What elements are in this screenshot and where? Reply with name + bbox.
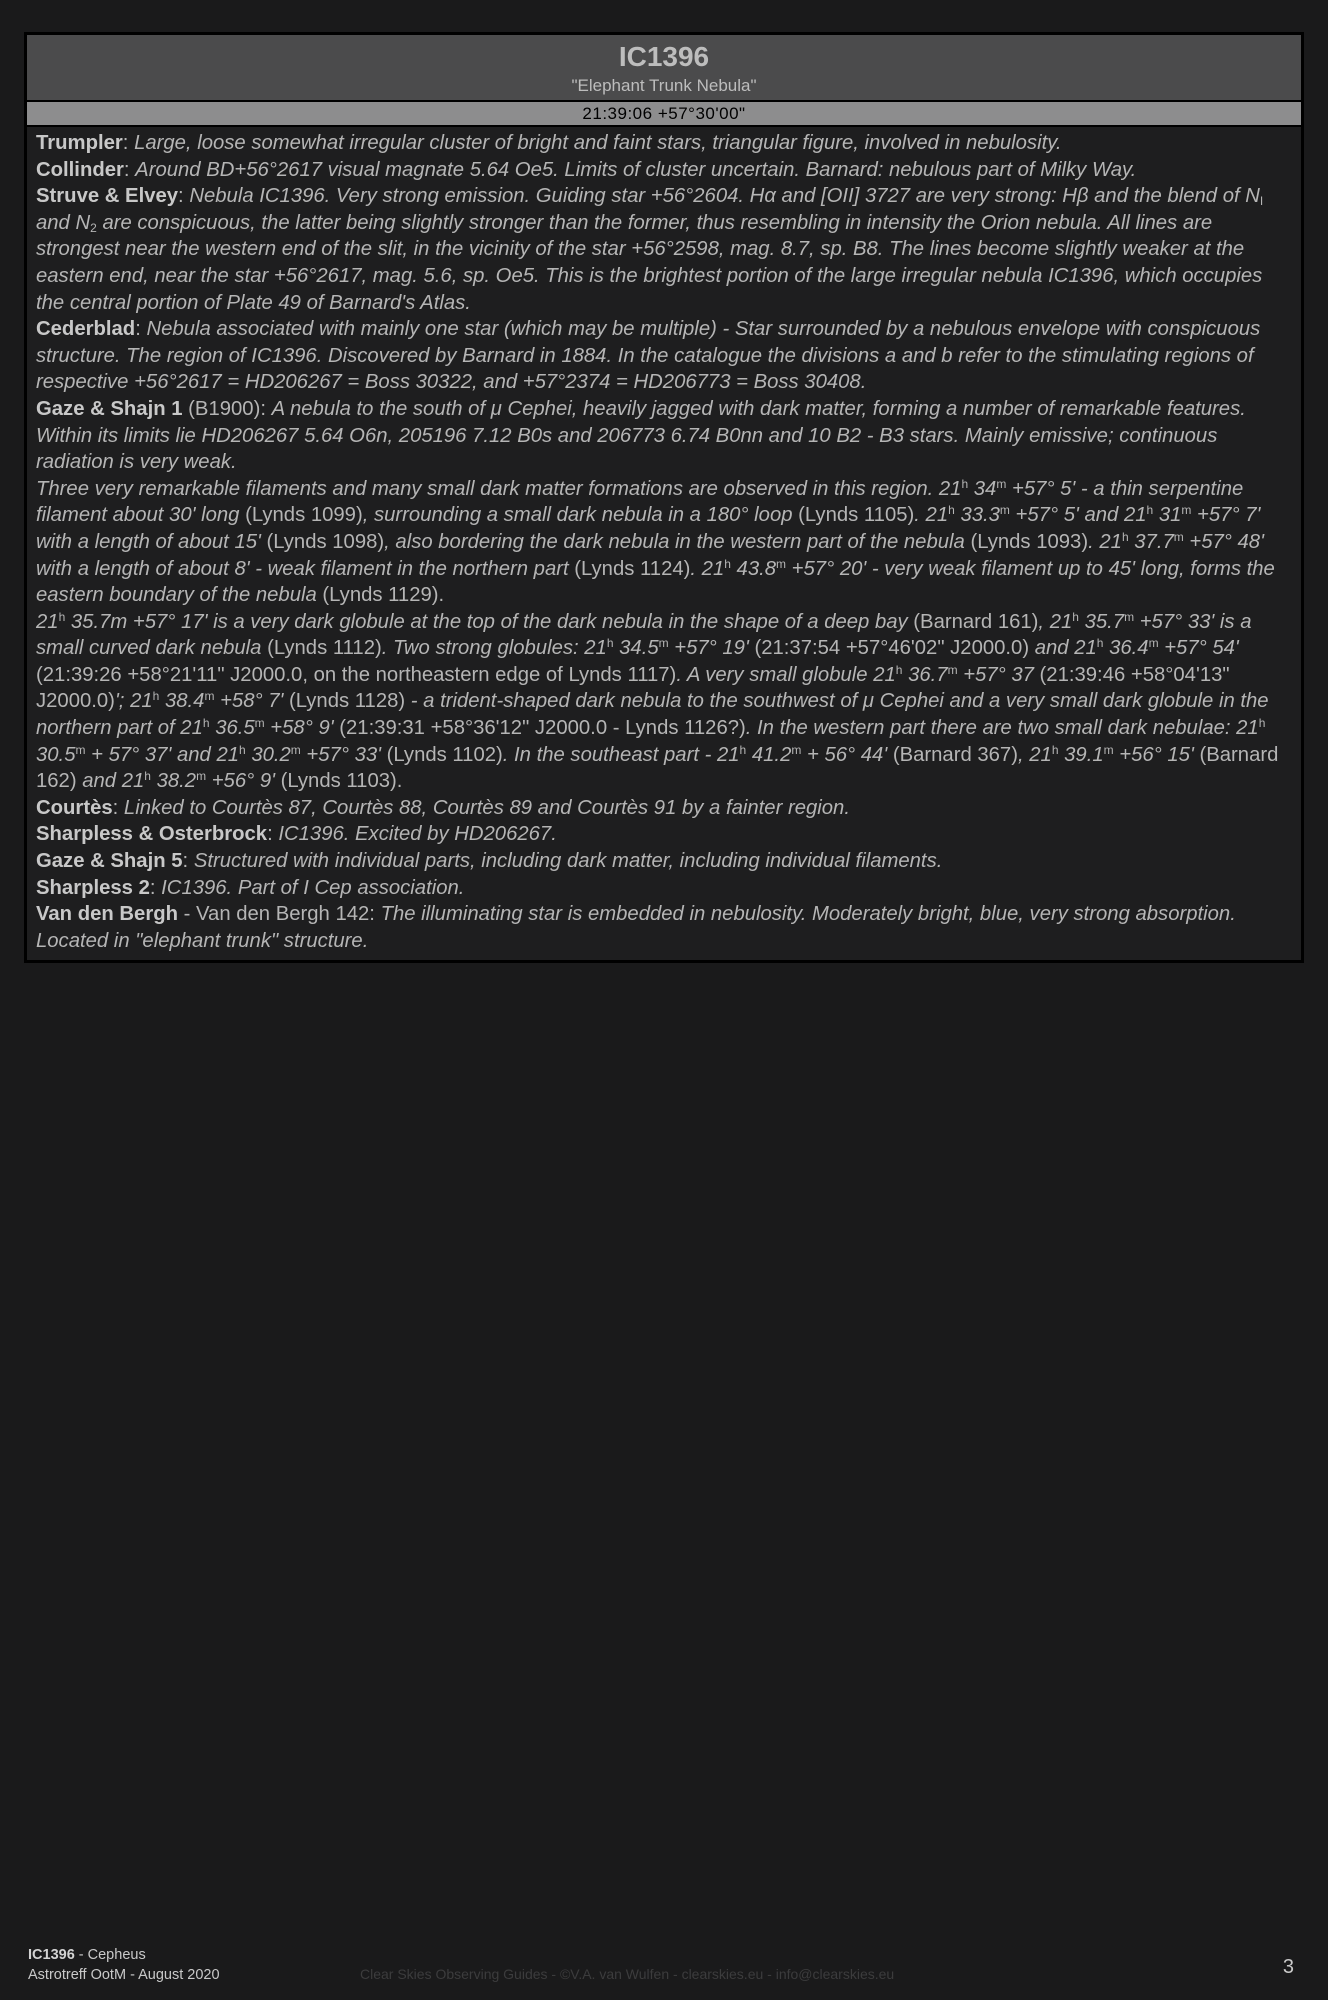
entry-gaze-shajn-5	[36, 848, 1292, 875]
description-text: . 21	[690, 557, 725, 580]
description-text: 33.3	[954, 504, 1000, 527]
superscript: h	[1146, 503, 1154, 518]
description-text: +57° 54'	[1158, 637, 1239, 660]
description-text: , also bordering the dark nebula in the western part of the nebula	[384, 530, 971, 553]
superscript: m	[776, 556, 787, 571]
description-text: +57° 7' with a length of about 15'	[36, 504, 1261, 553]
catalog-reference: (Lynds 1112)	[267, 637, 382, 660]
description-text: +57° 33' is a small curved dark nebula	[36, 610, 1252, 660]
description-text: Around BD+56°2617 visual magnate 5.64 Oe5. Limits of cluster uncertain. Barnard: nebulous part of Milky Way.	[135, 158, 1137, 181]
description-text: 39.1	[1058, 743, 1104, 766]
catalog-reference: (Lynds 1128)	[289, 690, 406, 713]
superscript: h	[606, 636, 614, 651]
superscript: m	[1173, 529, 1184, 544]
superscript: h	[1096, 636, 1104, 651]
description-text: +58° 7'	[214, 690, 290, 713]
source-name: Gaze & Shajn 1	[36, 397, 183, 420]
description-text: Cephei, heavily jagged with dark matter, forming a number of remarkable features. Within its limits lie HD206267 5.64 O6n, 205196 7.12 B0s and 206773 6.74 B0nn and 10 B2 - B3 stars. Mainly emissive; continuous radiation is very weak.	[36, 397, 1246, 474]
superscript: m	[996, 476, 1007, 491]
description-text: 38.4	[159, 690, 205, 713]
catalog-reference: (Lynds 1099)	[245, 504, 363, 527]
text-span: :	[149, 876, 162, 899]
superscript: m	[290, 742, 301, 757]
superscript: m	[658, 636, 669, 651]
entry-globules	[36, 609, 1292, 795]
description-text: +57° 37	[957, 663, 1040, 686]
superscript: m	[204, 689, 215, 704]
description-text: 37.7	[1128, 530, 1174, 553]
superscript: h	[895, 662, 903, 677]
footer-constellation: - Cepheus	[74, 1947, 146, 1963]
description-text: 35.7	[1078, 610, 1125, 633]
description-body	[27, 127, 1301, 960]
superscript: h	[1121, 529, 1129, 544]
description-text: , 21	[1017, 743, 1052, 766]
description-text: 38.2	[150, 770, 197, 793]
description-text: +56° 9'	[206, 770, 281, 793]
catalog-reference: (Lynds 1105)	[798, 504, 915, 527]
description-text: and 21	[76, 770, 145, 793]
description-text: 30.5	[36, 743, 76, 766]
superscript: m	[1124, 609, 1135, 624]
entry-sharpless-2	[36, 875, 1292, 902]
object-title: IC1396	[618, 41, 710, 72]
catalog-reference: (21:39:31 +58°36'12" J2000.0 - Lynds 1126?)	[339, 717, 746, 740]
superscript: m	[1148, 636, 1159, 651]
text-span: (B1900):	[182, 397, 272, 420]
entry-collinder	[36, 157, 1292, 184]
description-text: 36.5	[209, 717, 255, 740]
description-text: 36.7	[902, 663, 948, 686]
description-text: +57° 19'	[668, 637, 755, 660]
description-text: 43.8	[730, 557, 777, 580]
footer-credits: Clear Skies Observing Guides - ©V.A. van Wulfen - clearskies.eu - info@clearskies.eu	[360, 1966, 895, 1982]
description-text: 34.5	[613, 637, 659, 660]
superscript: h	[144, 769, 151, 784]
superscript: h	[58, 609, 66, 624]
description-text: . Two strong globules: 21	[381, 637, 607, 660]
catalog-reference: (Lynds 1093)	[970, 530, 1089, 553]
description-text: , 21	[1038, 610, 1073, 633]
description-text: Three very remarkable filaments and many small dark matter formations are observed in this region. 21	[36, 477, 962, 500]
superscript: h	[739, 742, 747, 757]
description-text: Linked to Courtès 87, Courtès 88, Courtès 89 and Courtès 91 by a fainter region.	[123, 796, 850, 819]
description-text: 36.4	[1103, 637, 1149, 660]
catalog-reference: (21:39:46 +58°04'13" J2000.0)	[36, 663, 1230, 713]
description-text: +57° 20' - very weak filament up to 45' long, forms the eastern boundary of the nebula	[36, 557, 1275, 607]
description-text: . In the southeast part - 21	[502, 743, 740, 766]
entry-trumpler	[36, 130, 1292, 157]
superscript: h	[202, 716, 210, 731]
description-text: IC1396. Part of I Cep association.	[161, 876, 465, 899]
source-name: Van den Bergh	[36, 903, 178, 926]
subscript: 2	[90, 220, 97, 235]
description-text: +57° 33'	[300, 743, 387, 766]
source-name: Sharpless 2	[36, 876, 150, 899]
description-text: . 21	[1088, 530, 1122, 553]
catalog-reference: (Lynds 1103).	[280, 770, 403, 793]
description-text: 34	[968, 477, 997, 500]
catalog-reference: (Lynds 1102)	[386, 743, 503, 766]
description-text: Structured with individual parts, including dark matter, including individual filaments.	[193, 850, 943, 873]
superscript: h	[1258, 716, 1266, 731]
source-name: Struve & Elvey	[36, 185, 179, 208]
description-text: +58° 9'	[264, 717, 340, 740]
catalog-reference: (Barnard 367)	[892, 743, 1018, 766]
description-text: The illuminating star is embedded in nebulosity. Moderately bright, blue, very strong absorption. Located in "elephant trunk" structure.	[36, 903, 1236, 952]
description-text: +57° 5' - a thin serpentine filament about 30' long	[36, 477, 1244, 527]
superscript: h	[152, 689, 160, 704]
source-name: Courtès	[36, 796, 113, 819]
description-text: 41.2	[746, 743, 792, 766]
description-text: 35.7m +57° 17' is a very dark globule at the top of the dark nebula in the shape of a deep bay	[65, 610, 914, 633]
description-text: and 21	[1029, 637, 1097, 660]
entry-cederblad	[36, 316, 1292, 396]
catalog-reference: (Barnard 162)	[36, 743, 1279, 793]
description-text: , surrounding a small dark nebula in a 180° loop	[362, 504, 799, 527]
catalog-reference: (Lynds 1124)	[574, 557, 691, 580]
catalog-reference: (Lynds 1098)	[266, 530, 385, 553]
catalog-reference: (Lynds 1129).	[322, 584, 445, 607]
text-span: :	[182, 850, 194, 873]
source-name: Trumpler	[36, 132, 123, 154]
description-text: Nebula associated with mainly one star (which may be multiple) - Star surrounded by a nebulous envelope with conspicuous structure. The region of IC1396. Discovered by Barnard in 1884. In the catalogue the divisions a and b refer to the stimulating regions of respective +56°2617 = HD206267 = Boss 30322, and +57°2374 = HD206773 = Boss 30408.	[36, 318, 1261, 394]
entry-van-den-bergh	[36, 901, 1292, 954]
greek-letter: μ	[862, 690, 874, 713]
text-span: :	[122, 132, 135, 154]
greek-letter: μ	[490, 397, 502, 420]
superscript: h	[724, 556, 731, 571]
superscript: m	[999, 503, 1010, 518]
source-name: Collinder	[36, 158, 124, 181]
description-text: 31	[1153, 504, 1182, 527]
text-span: :	[123, 158, 136, 181]
description-text: +57° 48' with a length of about 8' - weak filament in the northern part	[36, 530, 1264, 580]
superscript: h	[961, 476, 969, 491]
description-text: Cephei and a very small dark globule in the northern part of 21	[36, 690, 1269, 740]
superscript: m	[1181, 503, 1192, 518]
description-text: Large, loose somewhat irregular cluster of bright and faint stars, triangular figure, involved in nebulosity.	[134, 132, 1062, 154]
text-span: :	[112, 796, 124, 819]
description-text: - a trident-shaped dark nebula to the southwest of	[405, 690, 863, 713]
description-text: 21	[36, 610, 59, 633]
entry-struve-elvey	[36, 183, 1292, 316]
description-text: are conspicuous, the latter being slightly stronger than the former, thus resembling in intensity the Orion nebula. All lines are strongest near the western end of the slit, in the vicinity of the star +56°2598, mag. 8.7, sp. B8. The lines become slightly weaker at the eastern end, near the star +56°2617, mag. 5.6, sp. Oe5. This is the brightest portion of the large irregular nebula IC1396, which occupies the central portion of Plate 49 of Barnard's Atlas.	[36, 211, 1263, 314]
description-text: + 57° 37' and 21	[85, 743, 239, 766]
entry-courtes	[36, 795, 1292, 822]
description-text: A nebula to the south of	[271, 397, 491, 420]
entry-sharpless-osterbrock	[36, 821, 1292, 848]
text-span: :	[178, 185, 190, 208]
description-text: . 21	[914, 504, 949, 527]
description-text: . A very small globule 21	[676, 663, 896, 686]
superscript: h	[948, 503, 955, 518]
entry-gaze-shajn-1	[36, 396, 1292, 476]
description-text: + 56° 44'	[801, 743, 893, 766]
description-text: and [OII] 3727 are very strong: H	[775, 185, 1077, 208]
description-text: '; 21	[114, 690, 153, 713]
description-text: . In the western part there are two small dark nebulae: 21	[745, 717, 1259, 740]
superscript: m	[791, 742, 802, 757]
catalog-reference: (Barnard 161)	[913, 610, 1039, 633]
footer-object-line	[28, 1945, 220, 1965]
superscript: h	[239, 742, 246, 757]
description-text: and N	[36, 211, 91, 234]
superscript: h	[1051, 742, 1059, 757]
text-span: :	[267, 823, 279, 846]
catalog-reference: (21:37:54 +57°46'02" J2000.0)	[754, 637, 1030, 660]
description-text: 30.2	[245, 743, 291, 766]
superscript: m	[947, 662, 958, 677]
superscript: m	[75, 742, 86, 757]
source-name: Sharpless & Osterbrock	[36, 823, 268, 846]
description-text: and the blend of N	[1088, 185, 1260, 208]
source-name: Gaze & Shajn 5	[36, 850, 183, 873]
footer-object-name: IC1396	[28, 1947, 75, 1963]
superscript: h	[1072, 609, 1079, 624]
source-name: Cederblad	[36, 318, 136, 341]
superscript: m	[254, 716, 265, 731]
description-text: +57° 5' and 21	[1009, 504, 1147, 527]
text-span: :	[135, 318, 147, 341]
object-coordinates: 21:39:06 +57°30'00"	[27, 102, 1301, 127]
card-header	[27, 35, 1301, 102]
footer-issue: Astrotreff OotM - August 2020	[28, 1967, 220, 1983]
greek-letter: β	[1076, 185, 1089, 208]
page-number: 3	[1282, 1956, 1294, 1978]
description-text: +56° 15'	[1113, 743, 1200, 766]
greek-letter: α	[764, 185, 776, 208]
object-card	[24, 32, 1304, 963]
description-text: Nebula IC1396. Very strong emission. Guiding star +56°2604. H	[189, 185, 765, 208]
subscript: I	[1259, 194, 1264, 209]
catalog-reference: (21:39:26 +58°21'11" J2000.0, on the northeastern edge of Lynds 1117)	[36, 663, 677, 686]
superscript: m	[1103, 742, 1114, 757]
footer-info	[28, 1945, 220, 1985]
description-text: IC1396. Excited by HD206267.	[278, 823, 557, 846]
text-span: - Van den Bergh 142:	[178, 903, 381, 926]
object-nickname: "Elephant Trunk Nebula"	[571, 76, 757, 95]
superscript: m	[196, 769, 207, 784]
entry-filaments	[36, 476, 1292, 609]
